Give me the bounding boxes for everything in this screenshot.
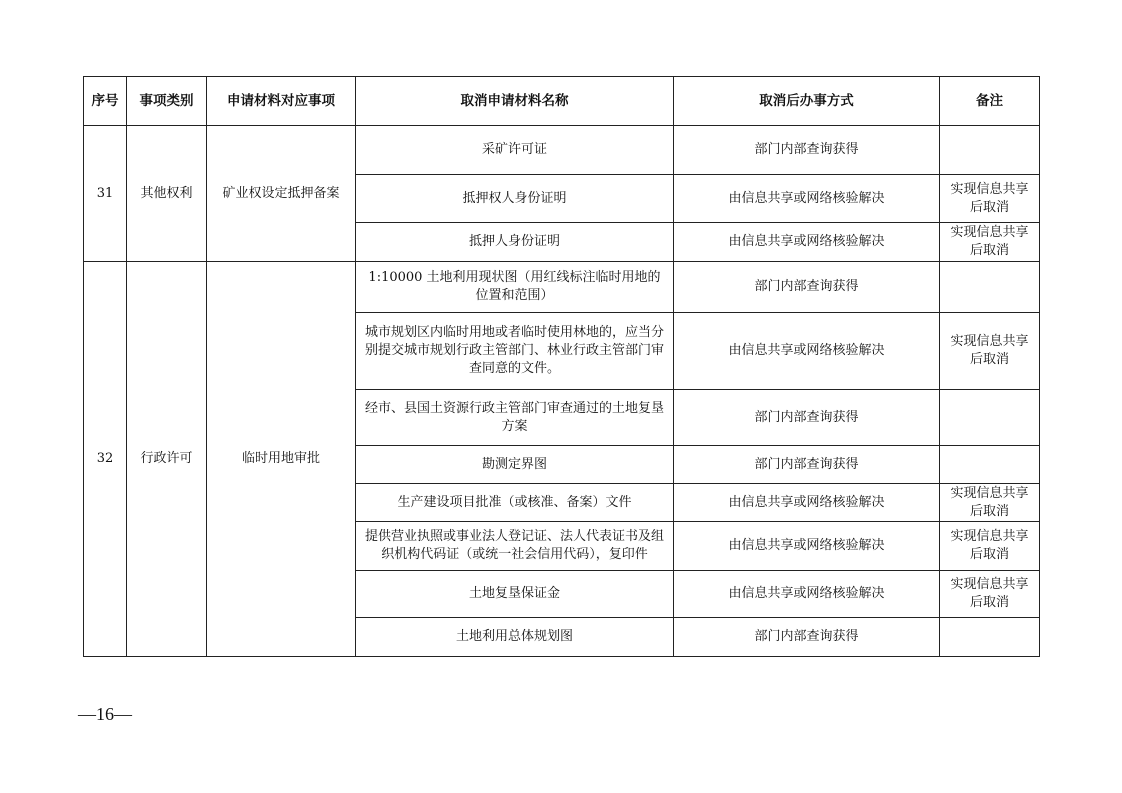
header-matter: 申请材料对应事项 [207, 77, 356, 126]
remark [940, 446, 1040, 484]
material-name: 土地利用总体规划图 [356, 618, 674, 657]
handling-method: 部门内部查询获得 [674, 126, 940, 175]
page-number: —16— [78, 704, 132, 724]
remark: 实现信息共享后取消 [940, 223, 1040, 262]
remark: 实现信息共享后取消 [940, 522, 1040, 571]
remark: 实现信息共享后取消 [940, 571, 1040, 618]
material-name: 生产建设项目批准（或核准、备案）文件 [356, 484, 674, 522]
material-name: 采矿许可证 [356, 126, 674, 175]
table-row [84, 262, 1040, 313]
header-remark: 备注 [940, 77, 1040, 126]
material-name: 1:10000 土地利用现状图（用红线标注临时用地的位置和范围） [356, 262, 674, 313]
row-number: 32 [84, 262, 127, 657]
header-method: 取消后办事方式 [674, 77, 940, 126]
material-name: 抵押人身份证明 [356, 223, 674, 262]
remark: 实现信息共享后取消 [940, 313, 1040, 390]
material-name: 抵押权人身份证明 [356, 175, 674, 223]
material-name: 勘测定界图 [356, 446, 674, 484]
table-row [84, 126, 1040, 175]
application-matter: 矿业权设定抵押备案 [207, 126, 356, 262]
handling-method: 由信息共享或网络核验解决 [674, 484, 940, 522]
header-category: 事项类别 [127, 77, 207, 126]
handling-method: 部门内部查询获得 [674, 618, 940, 657]
header-no: 序号 [84, 77, 127, 126]
handling-method: 部门内部查询获得 [674, 262, 940, 313]
remark [940, 618, 1040, 657]
header-row [84, 77, 1040, 126]
remark [940, 262, 1040, 313]
handling-method: 由信息共享或网络核验解决 [674, 571, 940, 618]
material-name: 城市规划区内临时用地或者临时使用林地的，应当分别提交城市规划行政主管部门、林业行政主管部门审查同意的文件。 [356, 313, 674, 390]
application-matter: 临时用地审批 [207, 262, 356, 657]
handling-method: 由信息共享或网络核验解决 [674, 522, 940, 571]
header-material: 取消申请材料名称 [356, 77, 674, 126]
handling-method: 由信息共享或网络核验解决 [674, 175, 940, 223]
item-category: 行政许可 [127, 262, 207, 657]
material-name: 土地复垦保证金 [356, 571, 674, 618]
material-name: 提供营业执照或事业法人登记证、法人代表证书及组织机构代码证（或统一社会信用代码），复印件 [356, 522, 674, 571]
handling-method: 由信息共享或网络核验解决 [674, 313, 940, 390]
row-number: 31 [84, 126, 127, 262]
remark: 实现信息共享后取消 [940, 484, 1040, 522]
remark [940, 126, 1040, 175]
remark: 实现信息共享后取消 [940, 175, 1040, 223]
materials-table [83, 76, 1040, 657]
handling-method: 部门内部查询获得 [674, 446, 940, 484]
handling-method: 部门内部查询获得 [674, 390, 940, 446]
item-category: 其他权利 [127, 126, 207, 262]
remark [940, 390, 1040, 446]
material-name: 经市、县国土资源行政主管部门审查通过的土地复垦方案 [356, 390, 674, 446]
handling-method: 由信息共享或网络核验解决 [674, 223, 940, 262]
